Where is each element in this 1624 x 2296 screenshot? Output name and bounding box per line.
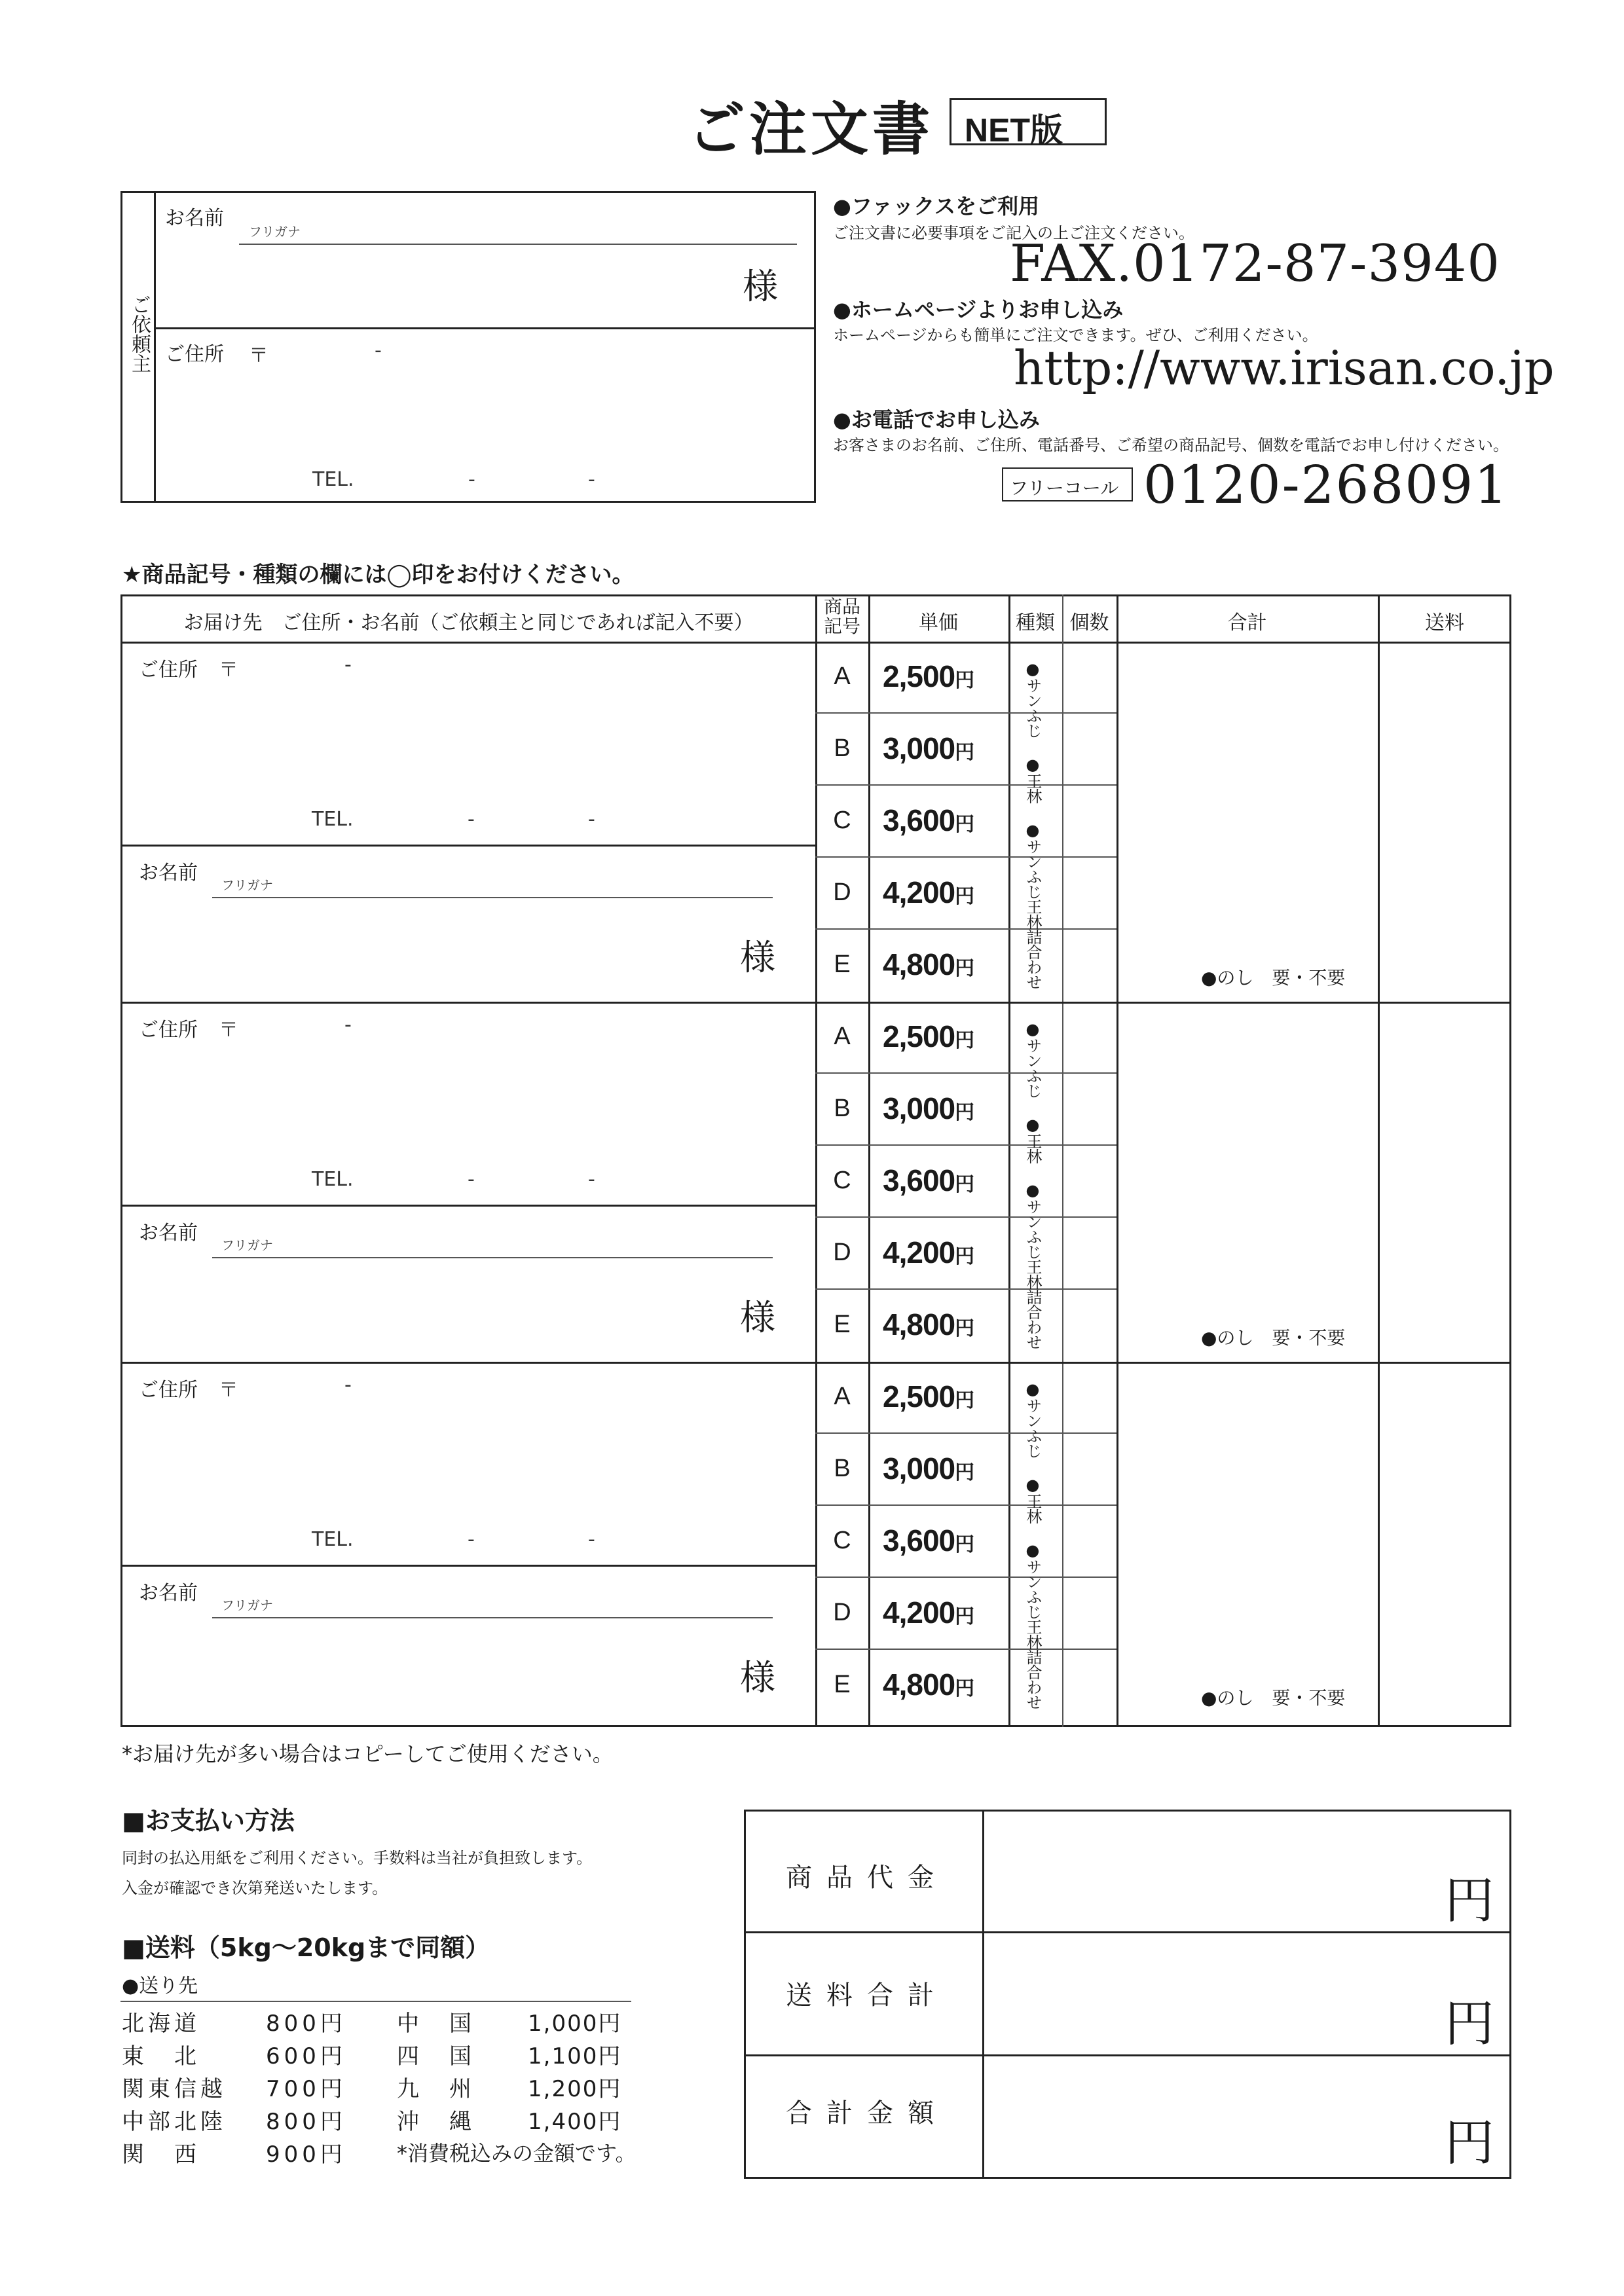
block-address-label: ご住所 bbox=[139, 1019, 198, 1042]
block-name-label: お名前 bbox=[139, 862, 198, 884]
price-unit: 円 bbox=[955, 1390, 974, 1412]
fee: 800円 bbox=[266, 2010, 346, 2037]
freecall-label: フリーコール bbox=[1010, 477, 1119, 499]
order-note: ★商品記号・種類の欄には◯印をお付けください。 bbox=[122, 562, 635, 588]
block-tel-dash1: - bbox=[468, 808, 475, 831]
requester-honorific: 様 bbox=[743, 266, 778, 307]
variety-options[interactable]: ●サンふじ ●王林 ●サンふじ王林詰合わせ bbox=[1024, 1380, 1042, 1709]
summary-unit-total: 円 bbox=[1445, 2113, 1494, 2172]
header-variety: 種類 bbox=[1016, 611, 1055, 634]
block-furigana-label: フリガナ bbox=[221, 1237, 273, 1253]
header-total: 合計 bbox=[1227, 611, 1267, 634]
block-honorific: 様 bbox=[740, 1657, 775, 1698]
item-price bbox=[883, 1667, 974, 1702]
region: 中部北陸 bbox=[122, 2108, 227, 2135]
shipping-table bbox=[122, 2005, 639, 2168]
block-postal-mark: 〒 bbox=[219, 659, 238, 682]
fee: 600円 bbox=[266, 2043, 346, 2069]
summary-label-total: 合計金額 bbox=[786, 2098, 948, 2128]
block-tel-dash2: - bbox=[588, 1168, 595, 1191]
item-code[interactable]: E bbox=[834, 951, 851, 978]
item-code[interactable]: E bbox=[834, 1311, 851, 1338]
header-shipping: 送料 bbox=[1425, 611, 1464, 634]
item-price bbox=[883, 1595, 974, 1630]
block-address-label: ご住所 bbox=[139, 1379, 198, 1402]
variety-options[interactable]: ●サンふじ ●王林 ●サンふじ王林詰合わせ bbox=[1024, 660, 1042, 989]
item-price bbox=[883, 1235, 974, 1270]
block-postal-mark: 〒 bbox=[219, 1379, 238, 1402]
shipping-row bbox=[122, 2070, 639, 2103]
shipping-row bbox=[122, 2037, 639, 2070]
region: 関東信越 bbox=[122, 2075, 227, 2102]
price-value: 4,800 bbox=[883, 1307, 955, 1341]
price-unit: 円 bbox=[955, 1030, 974, 1051]
shipping-row bbox=[122, 2103, 639, 2136]
block-address-label: ご住所 bbox=[139, 659, 198, 682]
item-code[interactable]: C bbox=[833, 1167, 851, 1194]
requester-tel-label: TEL. bbox=[312, 468, 354, 491]
title-text: ご注文書 bbox=[688, 96, 934, 163]
price-unit: 円 bbox=[955, 670, 974, 691]
edition-badge bbox=[950, 98, 1107, 149]
web-heading: ●ホームページよりお申し込み bbox=[833, 297, 1124, 322]
price-value: 3,000 bbox=[883, 1451, 955, 1485]
fee: 1,200円 bbox=[528, 2075, 622, 2102]
payment-line2: 入金が確認でき次第発送いたします。 bbox=[122, 1879, 388, 1897]
header-destination: お届け先 ご住所・お名前（ご依頼主と同じであれば記入不要） bbox=[183, 611, 754, 634]
item-code[interactable]: B bbox=[834, 1455, 851, 1482]
item-price bbox=[883, 875, 974, 910]
item-price bbox=[883, 1451, 974, 1486]
requester-tel-dash1: - bbox=[468, 468, 475, 491]
block-postal-dash: - bbox=[344, 1013, 352, 1036]
item-price bbox=[883, 731, 974, 766]
price-value: 3,600 bbox=[883, 1523, 955, 1558]
requester-tel-dash2: - bbox=[588, 468, 595, 491]
price-value: 4,800 bbox=[883, 1667, 955, 1702]
fee: 800円 bbox=[266, 2108, 346, 2135]
block-name-label: お名前 bbox=[139, 1222, 198, 1245]
block-tel-label: TEL. bbox=[312, 1168, 354, 1191]
price-value: 4,200 bbox=[883, 1595, 955, 1630]
fee: 1,000円 bbox=[528, 2010, 622, 2037]
price-unit: 円 bbox=[955, 958, 974, 979]
requester-side-label: ご依頼主 bbox=[128, 295, 151, 373]
phone-heading: ●お電話でお申し込み bbox=[833, 407, 1040, 432]
phone-desc: お客さまのお名前、ご住所、電話番号、ご希望の商品記号、個数を電話でお申し付けください。 bbox=[833, 436, 1509, 454]
payment-heading: ■お支払い方法 bbox=[122, 1806, 295, 1835]
fee: 700円 bbox=[266, 2075, 346, 2102]
block-tel-dash2: - bbox=[588, 1528, 595, 1551]
item-code[interactable]: A bbox=[834, 663, 851, 690]
item-price bbox=[883, 1091, 974, 1126]
price-unit: 円 bbox=[955, 814, 974, 835]
price-unit: 円 bbox=[955, 1318, 974, 1339]
block-honorific: 様 bbox=[740, 1297, 775, 1338]
item-price bbox=[883, 659, 974, 694]
requester-postal-mark: 〒 bbox=[249, 344, 268, 367]
order-block bbox=[122, 642, 1510, 1002]
freecall-badge bbox=[1002, 467, 1133, 501]
fee: 1,400円 bbox=[528, 2108, 622, 2135]
price-unit: 円 bbox=[955, 742, 974, 763]
price-unit: 円 bbox=[955, 1462, 974, 1484]
summary-unit-shipping: 円 bbox=[1445, 1994, 1494, 2052]
summary-label-subtotal: 商品代金 bbox=[786, 1863, 948, 1893]
region: 中 国 bbox=[397, 2010, 475, 2037]
page-title bbox=[688, 84, 934, 166]
region: 東 北 bbox=[122, 2043, 200, 2069]
price-value: 4,200 bbox=[883, 1235, 955, 1269]
order-block bbox=[122, 1362, 1510, 1726]
region: 北海道 bbox=[122, 2010, 200, 2037]
fee: 900円 bbox=[266, 2141, 346, 2168]
header-code: 商品記号 bbox=[823, 596, 860, 637]
copy-note: *お届け先が多い場合はコピーしてご使用ください。 bbox=[122, 1741, 614, 1766]
price-value: 3,000 bbox=[883, 1091, 955, 1125]
price-value: 3,600 bbox=[883, 1163, 955, 1197]
shipping-row bbox=[122, 2136, 639, 2168]
block-name-label: お名前 bbox=[139, 1582, 198, 1605]
noshi-option[interactable]: ●のし 要・不要 bbox=[1201, 1687, 1346, 1709]
requester-furigana-label: フリガナ bbox=[249, 224, 301, 240]
item-code[interactable]: B bbox=[834, 735, 851, 762]
fax-desc: ご注文書に必要事項をご記入の上ご注文ください。 bbox=[833, 224, 1194, 242]
item-price bbox=[883, 1307, 974, 1342]
item-code[interactable]: B bbox=[834, 1095, 851, 1122]
shipping-row bbox=[122, 2005, 639, 2037]
region: 関 西 bbox=[122, 2141, 200, 2168]
block-postal-dash: - bbox=[344, 653, 352, 676]
noshi-option[interactable]: ●のし 要・不要 bbox=[1201, 1327, 1346, 1349]
summary-unit-subtotal: 円 bbox=[1445, 1871, 1494, 1929]
block-furigana-label: フリガナ bbox=[221, 1597, 273, 1613]
price-unit: 円 bbox=[955, 1606, 974, 1628]
requester-postal-dash: - bbox=[375, 339, 382, 362]
price-value: 3,600 bbox=[883, 803, 955, 837]
block-tel-dash1: - bbox=[468, 1528, 475, 1551]
price-value: 3,000 bbox=[883, 731, 955, 765]
edition-text: NET版 bbox=[965, 112, 1063, 149]
item-price bbox=[883, 1523, 974, 1558]
item-price bbox=[883, 1163, 974, 1198]
region: 九 州 bbox=[397, 2075, 475, 2102]
block-tel-label: TEL. bbox=[312, 808, 354, 831]
price-unit: 円 bbox=[955, 886, 974, 907]
block-postal-dash: - bbox=[344, 1374, 352, 1396]
item-price bbox=[883, 803, 974, 838]
shipping-heading: ■送料（5kg～20kgまで同額） bbox=[122, 1933, 490, 1962]
summary-label-shipping: 送料合計 bbox=[786, 1980, 948, 2011]
item-price bbox=[883, 947, 974, 982]
payment-line1: 同封の払込用紙をご利用ください。手数料は当社が負担致します。 bbox=[122, 1849, 593, 1867]
price-value: 4,800 bbox=[883, 947, 955, 981]
order-block bbox=[122, 1002, 1510, 1362]
freecall-number: 0120-268091 bbox=[1143, 454, 1509, 515]
header-unit-price: 単価 bbox=[919, 611, 958, 634]
website-url[interactable]: http://www.irisan.co.jp bbox=[1014, 340, 1555, 395]
item-price bbox=[883, 1379, 974, 1414]
item-code[interactable]: A bbox=[834, 1023, 851, 1050]
item-price bbox=[883, 1019, 974, 1054]
item-code[interactable]: A bbox=[834, 1383, 851, 1410]
shipping-dest-label: ●送り先 bbox=[122, 1975, 198, 1997]
item-code[interactable]: C bbox=[833, 807, 851, 834]
price-unit: 円 bbox=[955, 1102, 974, 1123]
price-unit: 円 bbox=[955, 1534, 974, 1556]
price-unit: 円 bbox=[955, 1246, 974, 1267]
fee: 1,100円 bbox=[528, 2043, 622, 2069]
noshi-option[interactable]: ●のし 要・不要 bbox=[1201, 967, 1346, 989]
block-tel-label: TEL. bbox=[312, 1528, 354, 1551]
price-value: 4,200 bbox=[883, 875, 955, 909]
item-code[interactable]: D bbox=[833, 1239, 851, 1266]
variety-options[interactable]: ●サンふじ ●王林 ●サンふじ王林詰合わせ bbox=[1024, 1020, 1042, 1349]
item-code[interactable]: E bbox=[834, 1671, 851, 1698]
price-value: 2,500 bbox=[883, 1379, 955, 1413]
block-furigana-label: フリガナ bbox=[221, 877, 273, 893]
price-unit: 円 bbox=[955, 1678, 974, 1700]
fax-heading: ●ファックスをご利用 bbox=[833, 194, 1039, 219]
requester-name-label: お名前 bbox=[165, 207, 224, 230]
block-postal-mark: 〒 bbox=[219, 1019, 238, 1042]
block-honorific: 様 bbox=[740, 937, 775, 978]
header-qty: 個数 bbox=[1069, 611, 1109, 634]
region: 沖 縄 bbox=[397, 2108, 475, 2135]
item-code[interactable]: D bbox=[833, 1599, 851, 1626]
requester-box bbox=[120, 191, 816, 503]
web-desc: ホームページからも簡単にご注文できます。ぜひ、ご利用ください。 bbox=[833, 326, 1318, 344]
price-value: 2,500 bbox=[883, 659, 955, 693]
region: 四 国 bbox=[397, 2043, 475, 2069]
requester-address-label: ご住所 bbox=[165, 343, 224, 366]
fax-number: FAX.0172-87-3940 bbox=[1010, 234, 1500, 293]
price-unit: 円 bbox=[955, 1174, 974, 1195]
item-code[interactable]: D bbox=[833, 879, 851, 906]
price-value: 2,500 bbox=[883, 1019, 955, 1053]
tax-note: *消費税込みの金額です。 bbox=[397, 2141, 637, 2166]
block-tel-dash1: - bbox=[468, 1168, 475, 1191]
item-code[interactable]: C bbox=[833, 1527, 851, 1554]
block-tel-dash2: - bbox=[588, 808, 595, 831]
